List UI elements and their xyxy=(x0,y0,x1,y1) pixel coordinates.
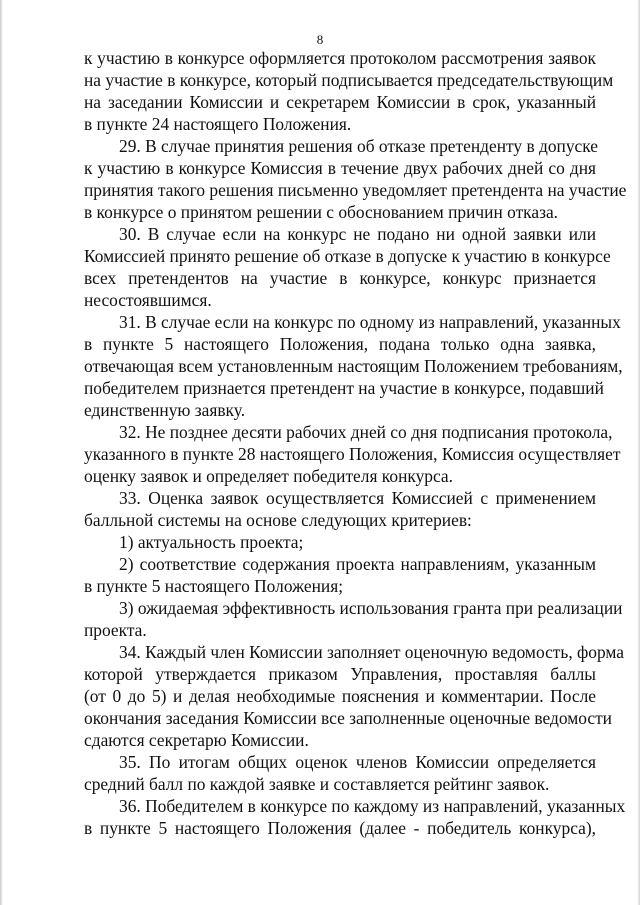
text-line: 3) ожидаемая эффективность использования гранта при реализации xyxy=(119,598,623,618)
text-line: в конкурсе о принятом решении с обоснованием причин отказа. xyxy=(84,202,559,222)
text-line: балльной системы на основе следующих критериев: xyxy=(84,510,472,530)
text-line: в пункте 24 настоящего Положения. xyxy=(84,114,352,134)
text-line: 2) соответствие содержания проекта направлениям, указанным xyxy=(119,554,596,574)
text-line: отвечающая всем установленным настоящим Положением требованиям, xyxy=(84,356,623,376)
scan-edge-left xyxy=(0,0,3,905)
criterion-1 xyxy=(84,531,596,553)
criterion-2 xyxy=(84,553,596,597)
text-line: на участие в конкурсе, который подписывается председательствующим xyxy=(84,70,614,90)
paragraph-continuation xyxy=(84,47,614,135)
text-line: к участию в конкурсе оформляется протоколом рассмотрения заявок xyxy=(84,48,596,68)
text-line: указанного в пункте 28 настоящего Положения, Комиссия осуществляет xyxy=(84,444,621,464)
text-line: 29. В случае принятия решения об отказе претенденту в допуске xyxy=(119,136,598,156)
paragraph-32 xyxy=(84,421,621,487)
text-line: окончания заседания Комиссии все заполненные оценочные ведомости xyxy=(84,708,612,728)
text-line: в пункте 5 настоящего Положения, подана только одна заявка, xyxy=(84,334,596,354)
paragraph-30 xyxy=(84,223,611,311)
text-line: 30. В случае если на конкурс не подано ни одной заявки или xyxy=(119,224,596,244)
text-line: средний балл по каждой заявке и составляется рейтинг заявок. xyxy=(84,774,550,794)
text-line: 1) актуальность проекта; xyxy=(119,532,304,552)
text-line: которой утверждается приказом Управления, проставляя баллы xyxy=(84,664,596,684)
paragraph-31 xyxy=(84,311,623,421)
text-line: в пункте 5 настоящего Положения (далее - победитель конкурса), xyxy=(84,818,596,838)
text-line: победителем признается претендент на участие в конкурсе, подавший xyxy=(84,378,604,398)
paragraph-35 xyxy=(84,751,596,795)
text-line: всех претендентов на участие в конкурсе, конкурс признается xyxy=(84,268,596,288)
paragraph-36 xyxy=(84,795,626,839)
text-line: к участию в конкурсе Комиссия в течение двух рабочих дней со дня xyxy=(84,158,596,178)
text-line: Комиссией принято решение об отказе в допуске к участию в конкурсе xyxy=(84,246,611,266)
paragraph-34 xyxy=(84,641,625,751)
paragraph-29 xyxy=(84,135,627,223)
text-line: 34. Каждый член Комиссии заполняет оценочную ведомость, форма xyxy=(119,642,625,662)
text-line: (от 0 до 5) и делая необходимые пояснения и комментарии. После xyxy=(84,686,596,706)
criterion-3 xyxy=(84,597,623,641)
text-line: 31. В случае если на конкурс по одному из направлений, указанных xyxy=(119,312,621,332)
text-line: 32. Не позднее десяти рабочих дней со дня подписания протокола, xyxy=(119,422,613,442)
text-line: 35. По итогам общих оценок членов Комиссии определяется xyxy=(119,752,596,772)
text-line: в пункте 5 настоящего Положения; xyxy=(84,576,344,596)
text-line: проекта. xyxy=(84,620,147,640)
text-line: единственную заявку. xyxy=(84,400,246,420)
text-line: принятия такого решения письменно уведомляет претендента на участие xyxy=(84,180,627,200)
paragraph-33 xyxy=(84,487,596,531)
text-line: на заседании Комиссии и секретарем Комиссии в срок, указанный xyxy=(84,92,596,112)
page-number: 8 xyxy=(316,32,324,47)
text-line: сдаются секретарю Комиссии. xyxy=(84,730,309,750)
document-body xyxy=(84,47,627,839)
text-line: несостоявшимся. xyxy=(84,290,212,310)
text-line: оценку заявок и определяет победителя конкурса. xyxy=(84,466,453,486)
text-line: 36. Победителем в конкурсе по каждому из направлений, указанных xyxy=(119,796,626,816)
text-line: 33. Оценка заявок осуществляется Комиссией с применением xyxy=(119,488,596,508)
